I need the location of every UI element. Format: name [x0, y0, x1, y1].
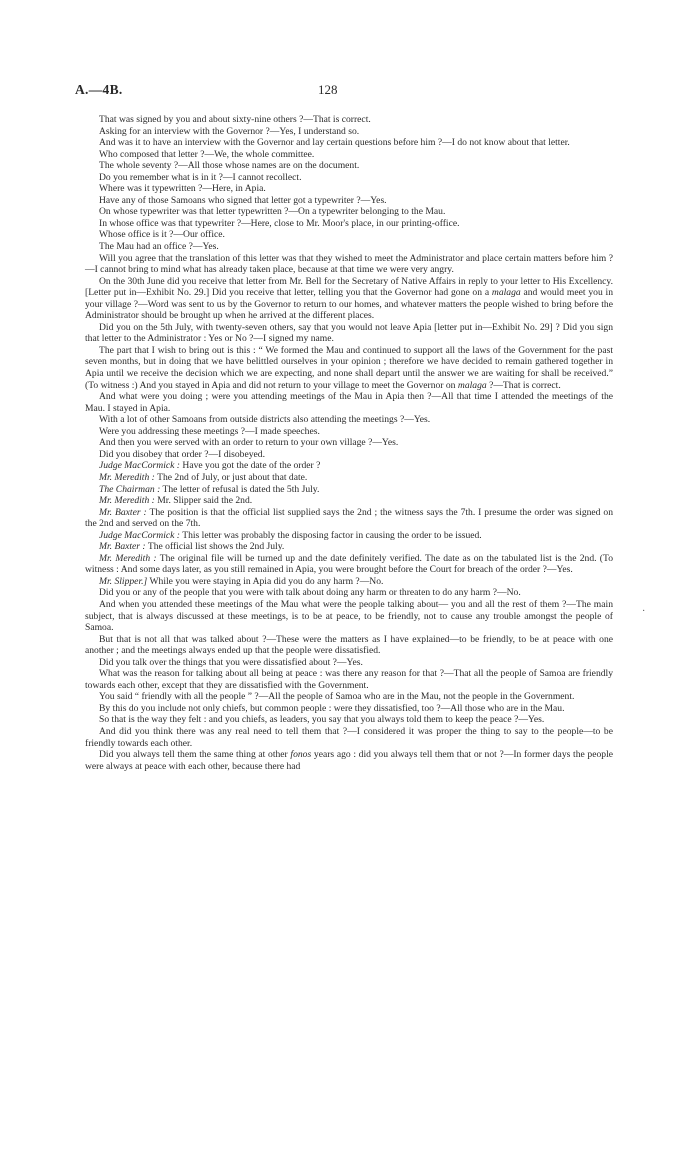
- italic-text: malaga: [491, 287, 521, 299]
- document-reference: A.—4B.: [75, 82, 123, 97]
- testimony-paragraph: [85, 137, 613, 149]
- testimony-paragraph: [85, 587, 613, 599]
- testimony-paragraph: [85, 276, 613, 322]
- testimony-paragraph: [85, 472, 613, 484]
- paragraph-text: While you were staying in Apia did you do any harm ?—No.: [147, 575, 384, 587]
- testimony-paragraph: [85, 172, 613, 184]
- testimony-paragraph: [85, 657, 613, 669]
- paragraph-text: Did you always tell them the same thing at other: [99, 749, 291, 761]
- testimony-paragraph: [85, 668, 613, 691]
- testimony-paragraph: [85, 553, 613, 576]
- testimony-paragraph: [85, 460, 613, 472]
- testimony-paragraph: [85, 229, 613, 241]
- paragraph-text: Asking for an interview with the Governor ?—Yes, I understand so.: [99, 125, 360, 137]
- testimony-paragraph: [85, 726, 613, 749]
- paragraph-text: years ago : did you always tell them that or not ?—In former days the people were always at peace with each other, because there had: [85, 749, 613, 772]
- paragraph-text: You said “ friendly with all the people ” ?—All the people of Samoa who are in the Mau, not the people in the Government.: [99, 691, 575, 703]
- paragraph-text: This letter was probably the disposing factor in causing the order to be issued.: [180, 529, 482, 541]
- paragraph-text: Have any of those Samoans who signed that letter got a typewriter ?—Yes.: [99, 194, 387, 206]
- testimony-paragraph: [85, 714, 613, 726]
- margin-mark: ·: [642, 606, 646, 617]
- paragraph-text: With a lot of other Samoans from outside districts also attending the meetings ?—Yes.: [99, 414, 431, 426]
- paragraph-text: and would meet you in your village ?—Word was sent to us by the Governor to return to our homes, and whatever matters the people wished to bring before the Administrator should be brought up when he arrived at the different places.: [85, 287, 614, 322]
- italic-text: The Chairman :: [99, 483, 161, 495]
- italic-text: fonos: [290, 749, 312, 761]
- testimony-paragraph: [85, 703, 613, 715]
- paragraph-text: The official list shows the 2nd July.: [145, 541, 285, 553]
- testimony-paragraph: [85, 195, 613, 207]
- testimony-paragraph: [85, 484, 613, 496]
- testimony-paragraph: [85, 449, 613, 461]
- paragraph-text: Who composed that letter ?—We, the whole committee.: [99, 148, 315, 160]
- paragraph-text: And when you attended these meetings of the Mau what were the people talking about— you and all the rest of them ?—The main subject, that is always discussed at these meetings, is to be at peace, to be friendly, not to cause any trouble amongst the people of Samoa.: [85, 598, 613, 634]
- italic-text: Mr. Meredith :: [99, 471, 155, 483]
- testimony-paragraph: [85, 507, 613, 530]
- paragraph-text: Did you or any of the people that you were with talk about doing any harm or threaten to do any harm ?—No.: [99, 587, 521, 599]
- testimony-paragraph: [85, 749, 613, 772]
- paragraph-text: And did you think there was any real need to tell them that ?—I considered it was proper the thing to say to the people—to be friendly towards each other.: [85, 725, 613, 749]
- testimony-paragraph: [85, 253, 613, 276]
- paragraph-text: The Mau had an office ?—Yes.: [99, 241, 219, 253]
- page-header: [75, 82, 613, 102]
- paragraph-text: Were you addressing these meetings ?—I made speeches.: [99, 425, 320, 437]
- paragraph-text: Do you remember what is in it ?—I cannot recollect.: [99, 171, 302, 183]
- testimony-paragraph: [85, 437, 613, 449]
- testimony-paragraph: [85, 576, 613, 588]
- paragraph-text: Did you talk over the things that you were dissatisfied about ?—Yes.: [99, 656, 363, 668]
- testimony-paragraph: [85, 495, 613, 507]
- testimony-paragraph: [85, 206, 613, 218]
- paragraph-text: On the 30th June did you receive that letter from Mr. Bell for the Secretary of Native Affairs in reply to your letter to His Excellency. [Letter put in—Exhibit No. 29.] Did you receive that letter, telling you that the Governor had gone on a: [85, 275, 613, 299]
- page-number: 128: [318, 82, 338, 97]
- paragraph-text: Mr. Slipper said the 2nd.: [154, 495, 253, 507]
- paragraph-text: Did you on the 5th July, with twenty-seven others, say that you would not leave Apia [letter put in—Exhibit No. 29] ? Did you sign that letter to the Administrator : Yes or No ?—I signed my name.: [85, 321, 613, 345]
- testimony-paragraph: [85, 114, 613, 126]
- paragraph-text: In whose office was that typewriter ?—Here, close to Mr. Moor's place, in our printing-office.: [99, 217, 460, 229]
- document-body: [85, 114, 613, 772]
- paragraph-text: The 2nd of July, or just about that date.: [154, 471, 308, 483]
- paragraph-text: The original file will be turned up and the date definitely verified. The date as on the tabulated list is the 2nd. (To witness : And some days later, as you still remained in Apia, you were brought before the Court for breach of the order ?—Yes.: [85, 552, 613, 576]
- testimony-paragraph: [85, 183, 613, 195]
- paragraph-text: And then you were served with an order to return to your own village ?—Yes.: [99, 437, 399, 449]
- paragraph-text: What was the reason for talking about all being at peace : was there any reason for that ?—That all the people of Samoa are friendly towards each other, except that they are dissatisfied with the Government.: [85, 668, 613, 691]
- testimony-paragraph: [85, 634, 613, 657]
- paragraph-text: On whose typewriter was that letter typewritten ?—On a typewriter belonging to the Mau.: [99, 206, 446, 218]
- testimony-paragraph: [85, 241, 613, 253]
- paragraph-text: The part that I wish to bring out is this : “ We formed the Mau and continued to support all the laws of the Government for the past seven months, but in doing that we have belittled ourselves in your opinion ; therefore we have decided to remain gathered together in Apia until we receive the decision which we are expecting, and none shall depart until the answer we are waiting for shall be received.” (To witness :) And you stayed in Apia and did not return to your village to meet the Governor on: [85, 344, 613, 391]
- paragraph-text: But that is not all that was talked about ?—These were the matters as I have explained—to be friendly, to be at peace with one another ; and the meetings always ended up that the people were dissatisfied.: [85, 633, 613, 657]
- paragraph-text: Have you got the date of the order ?: [180, 460, 321, 472]
- italic-text: Mr. Baxter :: [99, 506, 147, 518]
- testimony-paragraph: [85, 218, 613, 230]
- testimony-paragraph: [85, 322, 613, 345]
- italic-text: Mr. Meredith :: [99, 552, 157, 564]
- italic-text: Mr. Baxter :: [99, 541, 146, 553]
- paragraph-text: So that is the way they felt : and you chiefs, as leaders, you say that you always told them to keep the peace ?—Yes.: [99, 714, 545, 726]
- paragraph-text: ?—That is correct.: [486, 379, 561, 391]
- paragraph-text: The position is that the official list supplied says the 2nd ; the witness says the 7th. I presume the order was signed on the 2nd and served on the 7th.: [85, 506, 613, 530]
- paragraph-text: That was signed by you and about sixty-nine others ?—That is correct.: [99, 114, 371, 125]
- paragraph-text: And what were you doing ; were you attending meetings of the Mau in Apia then ?—All that time I attended the meetings of the Mau. I stayed in Apia.: [85, 391, 613, 414]
- italic-text: Mr. Meredith :: [99, 495, 155, 507]
- testimony-paragraph: [85, 126, 613, 138]
- document-page: [75, 82, 614, 772]
- paragraph-text: The whole seventy ?—All those whose names are on the document.: [99, 160, 360, 172]
- paragraph-text: Where was it typewritten ?—Here, in Apia.: [99, 183, 266, 195]
- testimony-paragraph: [85, 691, 613, 703]
- paragraph-text: The letter of refusal is dated the 5th July.: [160, 483, 320, 495]
- testimony-paragraph: [85, 160, 613, 172]
- italic-text: malaga: [457, 379, 487, 391]
- paragraph-text: Will you agree that the translation of this letter was that they wished to meet the Administrator and place certain matters before him ?—I cannot bring to mind what has already taken place, because at that time we were very angry.: [85, 252, 613, 276]
- italic-text: Judge MacCormick :: [99, 460, 180, 472]
- testimony-paragraph: [85, 530, 613, 542]
- testimony-paragraph: [85, 541, 613, 553]
- paragraph-text: Did you disobey that order ?—I disobeyed.: [99, 448, 265, 460]
- paragraph-text: By this do you include not only chiefs, but common people : were they dissatisfied, too ?—All those who are in the Mau.: [99, 702, 565, 714]
- italic-text: Judge MacCormick :: [99, 529, 180, 541]
- testimony-paragraph: [85, 345, 613, 391]
- paragraph-text: And was it to have an interview with the Governor and lay certain questions before him ?—I do not know about that letter.: [99, 137, 570, 149]
- testimony-paragraph: [85, 599, 613, 634]
- testimony-paragraph: [85, 414, 613, 426]
- paragraph-text: Whose office is it ?—Our office.: [99, 229, 225, 241]
- testimony-paragraph: [85, 426, 613, 438]
- italic-text: Mr. Slipper.]: [99, 575, 148, 587]
- testimony-paragraph: [85, 149, 613, 161]
- testimony-paragraph: [85, 391, 613, 414]
